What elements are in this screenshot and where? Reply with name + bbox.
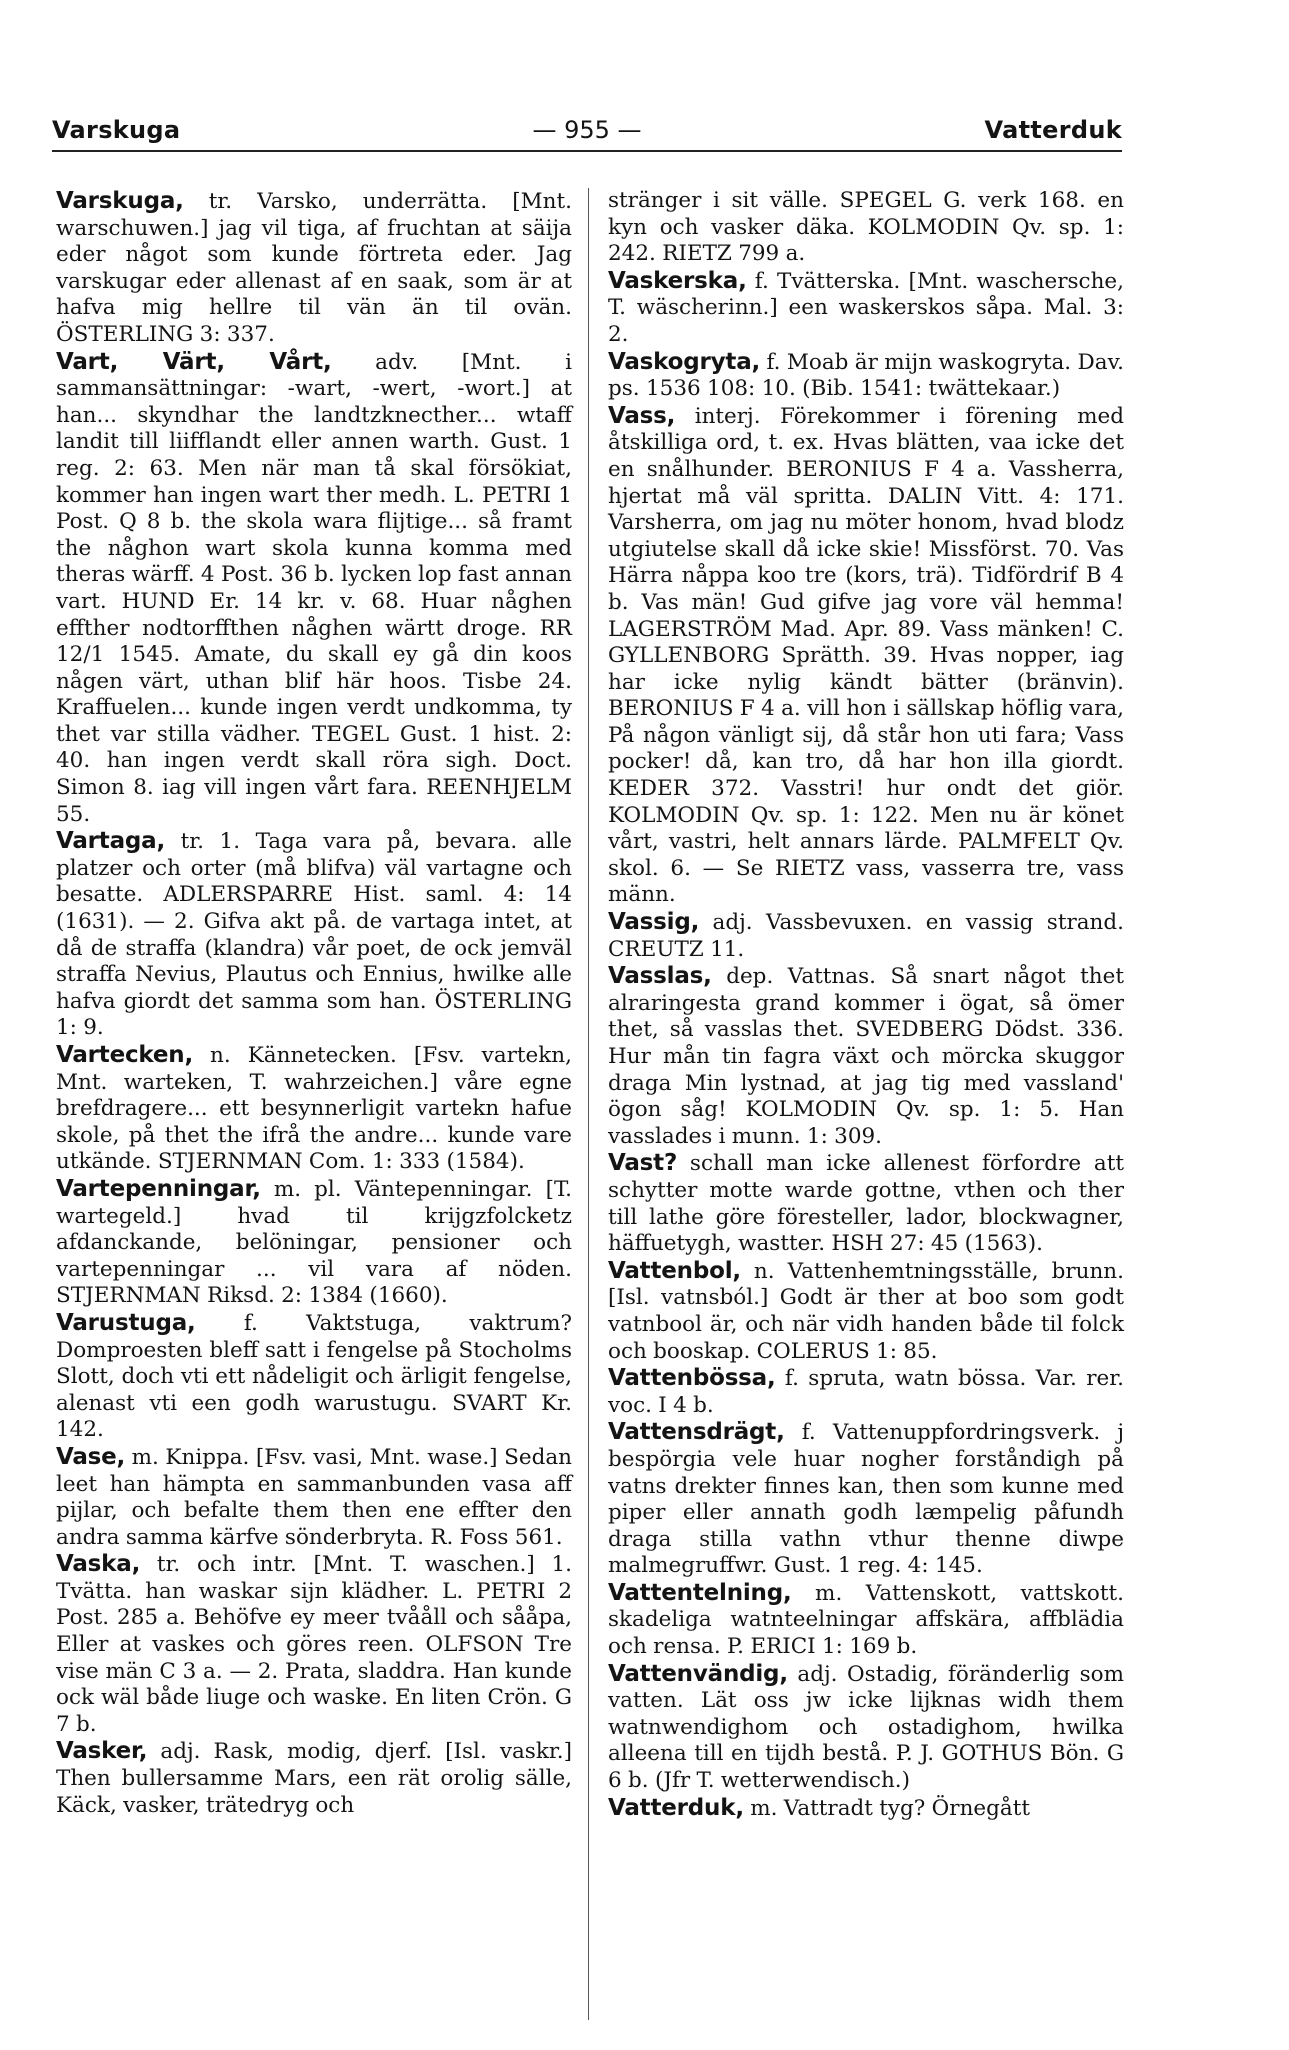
entry-headword: Vart, Värt, Vårt,	[56, 348, 332, 375]
dictionary-entry	[608, 963, 1124, 1150]
entry-text: m. Vattradt tyg? Örnegått	[743, 1795, 1030, 1821]
dictionary-entry	[56, 349, 572, 829]
entry-headword: Vattenbol,	[608, 1257, 741, 1284]
dictionary-entry	[608, 403, 1124, 909]
entry-headword: Vatterduk,	[608, 1794, 744, 1821]
entry-headword: Vassig,	[608, 909, 700, 936]
dictionary-entry	[56, 1738, 572, 1819]
right-column	[608, 188, 1124, 1822]
entry-text: tr. Varsko, underrätta. [Mnt. warschuwen.] jag vil tiga, af fruchtan at säija eder något som kunde förtreta eder. Jag varskugar eder allenast af en saak, som är at hafva mig hellre til vän än til ovän. ÖSTERLING 3: 337.	[56, 189, 572, 347]
header-left-guideword: Varskuga	[52, 116, 181, 144]
entry-continuation: stränger i sit välle. SPEGEL G. verk 168. en kyn och vasker däka. KOLMODIN Qv. sp. 1: 242. RIETZ 799 a.	[608, 188, 1124, 267]
entry-text: m. Knippa. [Fsv. vasi, Mnt. wase.] Sedan leet han hämpta en sammanbunden vasa aff pijlar, och befalte them then ene effter den andra samma kärfve sönderbryta. R. Foss 561.	[56, 1444, 572, 1550]
dictionary-entry	[56, 1310, 572, 1444]
entry-text: tr. och intr. [Mnt. T. waschen.] 1. Tvätta. han waskar sijn klädher. L. PETRI 2 Post. 285 a. Behöfve ey meer tvååll och sååpa, Eller at vaskes och göres reen. OLFSON Tre vise män C 3 a. — 2. Prata, sladdra. Han kunde ock wäl både liuge och waske. En liten Crön. G 7 b.	[56, 1552, 572, 1737]
page-header	[52, 112, 1122, 152]
dictionary-entry	[56, 828, 572, 1042]
dictionary-entry	[608, 1661, 1124, 1795]
dictionary-entry	[608, 1419, 1124, 1580]
entry-headword: Vartepenningar,	[56, 1175, 261, 1202]
dictionary-entry	[608, 268, 1124, 349]
entry-text: f. spruta, watn bössa. Var. rer. voc. I 4 b.	[608, 1366, 1124, 1418]
header-right-guideword: Vatterduk	[984, 116, 1122, 144]
entry-headword: Vattenvändig,	[608, 1660, 788, 1687]
entry-headword: Vaska,	[56, 1551, 141, 1578]
entry-headword: Vartecken,	[56, 1042, 194, 1068]
dictionary-entry	[608, 1150, 1124, 1257]
dictionary-entry	[608, 909, 1124, 963]
dictionary-entry	[608, 1795, 1124, 1823]
dictionary-entry	[56, 1551, 572, 1738]
entry-headword: Vast?	[608, 1150, 678, 1177]
entry-text: n. Vattenhemtningsställe, brunn. [Isl. vatnsból.] Godt är ther at boo som godt vatnbool är, och när vidh handen både til folck och booskap. COLERUS 1: 85.	[608, 1258, 1124, 1364]
entry-text: f. Moab är mijn waskogryta. Dav. ps. 1536 108: 10. (Bib. 1541: twättekaar.)	[608, 349, 1124, 402]
dictionary-entry	[56, 1042, 572, 1176]
entry-headword: Vass,	[608, 402, 676, 429]
entry-text: m. pl. Väntepenningar. [T. wartegeld.] hvad til krijgzfolcketz afdanckande, belöningar, pensioner och vartepenningar ... vil vara af nöden. STJERNMAN Riksd. 2: 1384 (1660).	[56, 1176, 572, 1309]
entry-headword: Varustuga,	[56, 1309, 196, 1336]
entry-text: tr. 1. Taga vara på, bevara. alle platzer och orter (må blifva) väl vartagne och besatte. ADLERSPARRE Hist. saml. 4: 14 (1631). — 2. Gifva akt på. de vartaga intet, at då de straffa (klandra) vår poet, de ock jemväl straffa Nevius, Plautus och Ennius, hwilke alle hafva giordt det samma som han. ÖSTERLING 1: 9.	[56, 829, 572, 1041]
entry-text: interj. Förekommer i förening med åtskilliga ord, t. ex. Hvas blätten, vaa icke det en snålhunder. BERONIUS F 4 a. Vassherra, hjertat må väl spritta. DALIN Vitt. 4: 171. Varsherra, om jag nu möter honom, hvad blodz utgiutelse skall då icke skie! Missförst. 70. Vas Härra nåppa koo tre (kors, trä). Tidfördrif B 4 b. Vas män! Gud gifve jag vore väl hemma! LAGERSTRÖM Mad. Apr. 89. Vass mänken! C. GYLLENBORG Sprätth. 39. Hvas nopper, iag har icke nylig kändt bätter (bränvin). BERONIUS F 4 a. vill hon i sällskap höflig vara, På någon vänligt sij, då står hon uti fara; Vass pocker! då, kan tro, då har hon illa giordt. KEDER 372. Vasstri! hur ondt det giör. KOLMODIN Qv. sp. 1: 122. Men nu är könet vårt, vastri, helt annars lärde. PALMFELT Qv. skol. 6. — Se RIETZ vass, vasserra tre, vass männ.	[608, 403, 1124, 908]
entry-headword: Vasslas,	[608, 963, 712, 990]
entry-text: m. Vattenskott, vattskott. skadeliga watnteelningar affskära, affblädia och rensa. P. ERICI 1: 169 b.	[608, 1580, 1124, 1660]
entry-text: schall man icke allenest förfordre att schytter motte warde gottne, vthen och ther till lathe göre föresteller, lador, blockwagner, häffuetygh, wastter. HSH 27: 45 (1563).	[608, 1151, 1124, 1257]
header-rule	[52, 150, 1122, 152]
entry-text: f. Vattenuppfordringsverk. j bespörgia vele huar nogher forståndigh på vatns drekter finnes kan, then som kunne med piper eller annath godh læmpelig påfundh draga stilla vathn vthur thenne diwpe malmegruffwr. Gust. 1 reg. 4: 145.	[608, 1420, 1124, 1579]
entry-headword: Varskuga,	[56, 188, 184, 214]
entry-headword: Vattenbössa,	[608, 1365, 776, 1392]
entry-text: adj. Rask, modig, djerf. [Isl. vaskr.] Then bullersamme Mars, een rät orolig sälle, Käck, vasker, trätedryg och	[56, 1739, 572, 1818]
dictionary-entry	[56, 188, 572, 349]
dictionary-entry	[56, 1444, 572, 1551]
entry-headword: Vase,	[56, 1443, 126, 1470]
entry-text: f. Tvätterska. [Mnt. waschersche, T. wäscherinn.] een waskerskos såpa. Mal. 3: 2.	[608, 268, 1124, 347]
entry-text: f. Vaktstuga, vaktrum? Domproesten bleff satt i fengelse på Stocholms Slott, doch vti ett nådeligit och ärligit fengelse, alenast vti een godh warustugu. SVART Kr. 142.	[56, 1310, 572, 1443]
dictionary-entry	[608, 1580, 1124, 1661]
entry-headword: Vaskerska,	[608, 267, 747, 294]
column-divider	[588, 188, 589, 2020]
entry-headword: Vaskogryta,	[608, 348, 761, 375]
entry-text: dep. Vattnas. Så snart något thet alraringesta grand kommer i ögat, så ömer thet, så vasslas thet. SVEDBERG Dödst. 336. Hur mån tin fagra växt och mörcka skuggor draga Min lystnad, at jag tig med vassland' ögon såg! KOLMODIN Qv. sp. 1: 5. Han vasslades i munn. 1: 309.	[608, 964, 1124, 1149]
entry-text: adj. Ostadig, föränderlig som vatten. Lät oss jw icke lijknas widh them watnwendighom och ostadighom, hwilka alleena till en tijdh bestå. P. J. GOTHUS Bön. G 6 b. (Jfr T. wetterwendisch.)	[608, 1661, 1124, 1794]
page-number: — 955 —	[532, 116, 642, 144]
entry-headword: Vartaga,	[56, 828, 166, 855]
left-column	[56, 188, 572, 1819]
dictionary-entry	[608, 1365, 1124, 1419]
dictionary-entry	[608, 349, 1124, 403]
dictionary-entry	[56, 1176, 572, 1310]
entry-headword: Vattensdrägt,	[608, 1419, 785, 1446]
entry-text: n. Kännetecken. [Fsv. vartekn, Mnt. warteken, T. wahrzeichen.] våre egne brefdragere... ett besynnerligit vartekn hafue skole, på thet the ifrå the andre... kunde vare utkände. STJERNMAN Com. 1: 333 (1584).	[56, 1043, 572, 1175]
entry-text: adv. [Mnt. i sammansättningar: -wart, -wert, -wort.] at han... skyndhar the landtzknecther... wtaff landit till liifflandt eller annen warth. Gust. 1 reg. 2: 63. Men när man tå skal försökiat, kommer han ingen wart ther medh. L. PETRI 1 Post. Q 8 b. the skola wara flijtige... så framt the någhon wart skola kunna komma med theras wärff. 4 Post. 36 b. lycken lop fast annan vart. HUND Er. 14 kr. v. 68. Huar någhen effther nodtorffthen någhen wärtt droge. RR 12/1 1545. Amate, du skall ey gå din koos någen värt, uthan blif här hoos. Tisbe 24. Kraffuelen... kunde ingen verdt undkomma, ty thet var stilla vädher. TEGEL Gust. 1 hist. 2: 40. han ingen verdt skall röra sigh. Doct. Simon 8. iag vill ingen vårt fara. REENHJELM 55.	[56, 349, 572, 827]
entry-text: adj. Vassbevuxen. en vassig strand. CREUTZ 11.	[608, 910, 1124, 962]
dictionary-entry	[608, 1258, 1124, 1365]
entry-headword: Vattentelning,	[608, 1579, 792, 1606]
entry-headword: Vasker,	[56, 1738, 148, 1765]
